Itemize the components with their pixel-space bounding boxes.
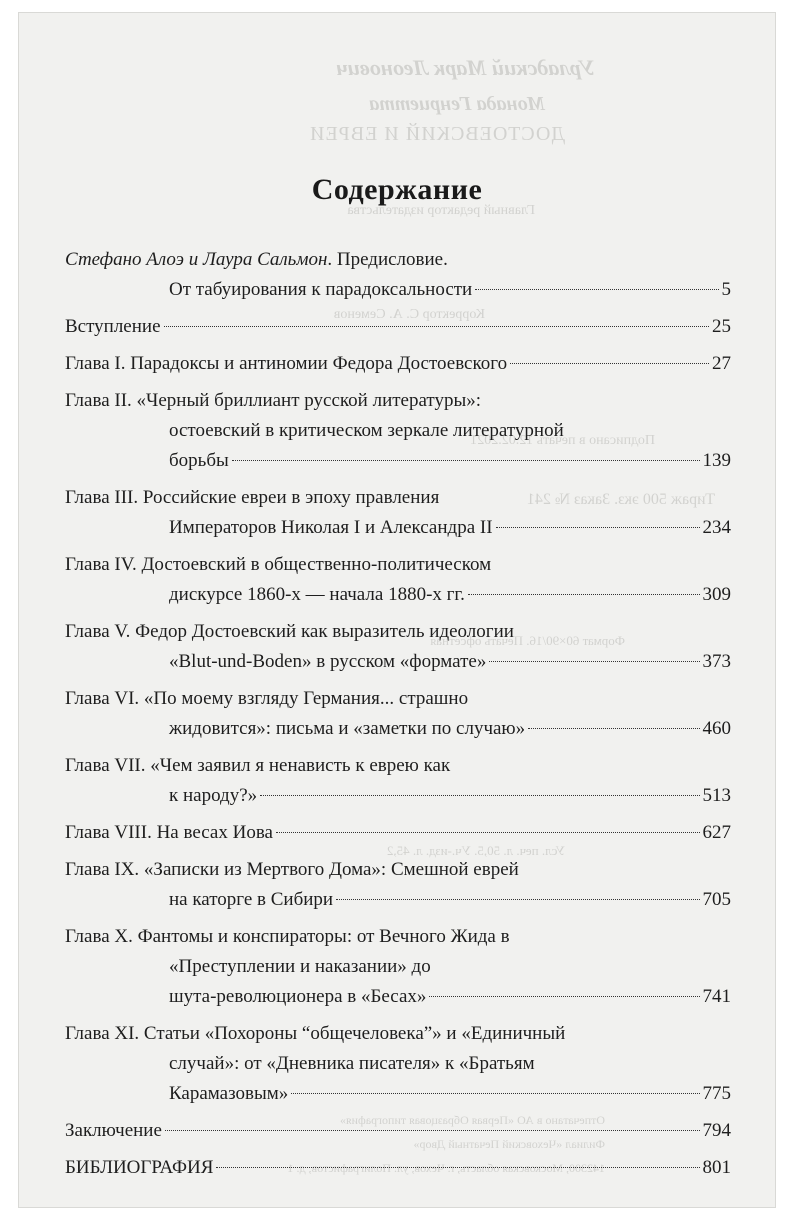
page-number: 627 <box>702 822 731 843</box>
toc-line <box>65 855 731 885</box>
toc-line <box>65 245 731 275</box>
dot-leader <box>291 1093 699 1094</box>
toc-line-text: «Blut-und-Boden» в русском «формате» <box>169 651 487 672</box>
toc-line-text: «Преступлении и наказании» до <box>169 956 431 977</box>
toc-line <box>65 580 731 610</box>
toc-line-text: Стефано Алоэ и Лаура Сальмон. Предисловие. <box>65 249 448 270</box>
page-number: 27 <box>712 353 731 374</box>
page-number: 513 <box>702 785 731 806</box>
toc-line-text: Императоров Николая I и Александра II <box>169 517 493 538</box>
toc-entry <box>65 751 731 811</box>
toc-line <box>65 1079 731 1109</box>
toc-line <box>65 550 731 580</box>
toc-line-text: Карамазовым» <box>169 1083 289 1104</box>
toc-line <box>65 751 731 781</box>
dot-leader <box>528 728 699 729</box>
page-number: 460 <box>702 718 731 739</box>
toc-line <box>65 818 731 848</box>
toc-entry <box>65 1153 731 1183</box>
dot-leader <box>429 996 699 997</box>
toc-line-text: Вступление <box>65 316 161 337</box>
dot-leader <box>164 326 709 327</box>
toc-line <box>65 1049 731 1079</box>
toc-line <box>65 617 731 647</box>
toc-entry <box>65 312 731 342</box>
toc-entry <box>65 617 731 677</box>
toc-entry <box>65 550 731 610</box>
toc-line-text: Глава XI. Статьи «Похороны “общечеловека”» и «Единичный <box>65 1023 566 1044</box>
toc-line-text: Глава VI. «По моему взгляду Германия... страшно <box>65 688 469 709</box>
dot-leader <box>232 460 700 461</box>
toc-line-text: Глава IX. «Записки из Мертвого Дома»: Смешной еврей <box>65 859 519 880</box>
toc-entry <box>65 483 731 543</box>
page-number: 25 <box>712 316 731 337</box>
dot-leader <box>475 289 718 290</box>
toc-entry <box>65 1019 731 1109</box>
toc-entry <box>65 245 731 305</box>
dot-leader <box>510 363 709 364</box>
page-number: 794 <box>702 1120 731 1141</box>
toc-line-text: Глава II. «Черный бриллиант русской литературы»: <box>65 390 482 411</box>
toc-line <box>65 513 731 543</box>
dot-leader <box>276 832 700 833</box>
page-number: 801 <box>702 1157 731 1178</box>
toc-line-text: случай»: от «Дневника писателя» к «Братьям <box>169 1053 535 1074</box>
toc-line-text: Глава I. Парадоксы и антиномии Федора Достоевского <box>65 353 508 374</box>
toc-entry <box>65 855 731 915</box>
dot-leader <box>260 795 699 796</box>
toc-line-text: дискурсе 1860-х — начала 1880-х гг. <box>169 584 465 605</box>
toc-line <box>65 922 731 952</box>
toc-line <box>65 275 731 305</box>
toc-line <box>65 781 731 811</box>
page-title: Содержание <box>311 173 483 206</box>
toc-line-text: Глава X. Фантомы и конспираторы: от Вечного Жида в <box>65 926 510 947</box>
page-number: 775 <box>702 1083 731 1104</box>
dot-leader <box>336 899 699 900</box>
dot-leader <box>216 1167 699 1168</box>
toc-line-text: От табуирования к парадоксальности <box>169 279 473 300</box>
toc-line-text: к народу?» <box>169 785 258 806</box>
toc-line-text: Глава IV. Достоевский в общественно-политическом <box>65 554 492 575</box>
toc-line <box>65 1019 731 1049</box>
book-page <box>18 12 776 1208</box>
toc-line <box>65 684 731 714</box>
toc-entry <box>65 922 731 1012</box>
toc-line <box>65 416 731 446</box>
toc-line <box>65 952 731 982</box>
toc-line-text: Глава III. Российские евреи в эпоху правления <box>65 487 440 508</box>
toc-line <box>65 446 731 476</box>
dot-leader <box>496 527 700 528</box>
toc-line <box>65 647 731 677</box>
toc-line-text: остоевский в критическом зеркале литературной <box>169 420 564 441</box>
toc-line-text: на каторге в Сибири <box>169 889 334 910</box>
toc-line <box>65 1116 731 1146</box>
page-number: 741 <box>702 986 731 1007</box>
page-number: 139 <box>702 450 731 471</box>
page-number: 705 <box>702 889 731 910</box>
toc-line <box>65 386 731 416</box>
dot-leader <box>165 1130 700 1131</box>
toc-entry <box>65 1116 731 1146</box>
show-through-text: Урладский Марк Леонович Монада Генриетта ДОСТОЕВСКИЙ И ЕВРЕИ Главный редактор издательства Корректор С. А. Семенов Подписано в печать 12.02.2021 Тираж 500 экз. Заказ № 241 Формат 60×90/16. Печать офсетная Усл. печ. л. 50,5. Уч.-изд. л. 45,2 Отпечатано в АО «Первая Образцовая типография» Филиал «Чеховский Печатный Двор» 142300, Московская область, г. Чехов, ул. Полиграфистов, д. 1 <box>287 55 715 1175</box>
toc-line-text: Глава V. Федор Достоевский как выразитель идеологии <box>65 621 514 642</box>
toc-line <box>65 1153 731 1183</box>
page-number: 234 <box>702 517 731 538</box>
toc-line-text: Заключение <box>65 1120 162 1141</box>
toc-line <box>65 714 731 744</box>
toc-line <box>65 982 731 1012</box>
toc-entry <box>65 349 731 379</box>
toc-line-text: БИБЛИОГРАФИЯ <box>65 1157 214 1178</box>
toc-entry <box>65 684 731 744</box>
toc-line <box>65 885 731 915</box>
toc-line <box>65 349 731 379</box>
page-number: 373 <box>702 651 731 672</box>
dot-leader <box>468 594 700 595</box>
toc-line-text: Глава VII. «Чем заявил я ненависть к еврею как <box>65 755 451 776</box>
toc-line-text: шута-революционера в «Бесах» <box>169 986 427 1007</box>
toc-entry <box>65 818 731 848</box>
toc-author: Стефано Алоэ и Лаура Сальмон <box>65 249 328 270</box>
toc-line <box>65 312 731 342</box>
toc-line <box>65 483 731 513</box>
table-of-contents <box>65 245 731 1190</box>
toc-entry <box>65 386 731 476</box>
toc-line-text: жидовится»: письма и «заметки по случаю» <box>169 718 526 739</box>
toc-line-text: Глава VIII. На весах Иова <box>65 822 273 843</box>
page-number: 5 <box>721 279 731 300</box>
toc-line-text: борьбы <box>169 450 229 471</box>
dot-leader <box>489 661 699 662</box>
page-number: 309 <box>702 584 731 605</box>
